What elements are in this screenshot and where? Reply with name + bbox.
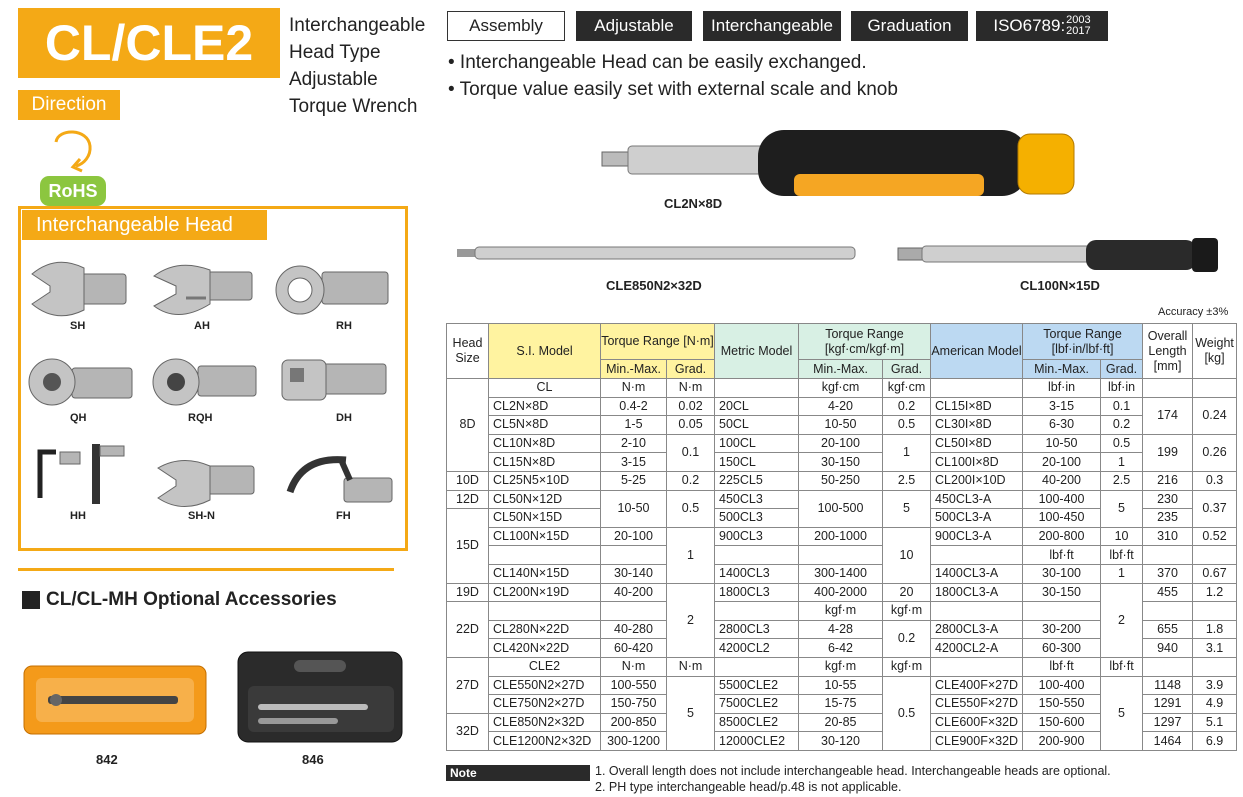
cell-unit: kgf·cm [883, 379, 931, 398]
table-cell: 40-200 [1023, 471, 1101, 490]
table-row [447, 546, 1237, 565]
table-cell: 0.24 [1193, 397, 1237, 434]
table-cell: 940 [1143, 639, 1193, 658]
table-cell [931, 379, 1023, 398]
tag-adjustable: Adjustable [576, 11, 692, 41]
table-cell: 5 [667, 676, 715, 750]
table-cell: 1800CL3 [715, 583, 799, 602]
table-cell: 500CL3 [715, 509, 799, 528]
table-cell: 4.9 [1193, 695, 1237, 714]
table-cell: 5.1 [1193, 713, 1237, 732]
table-cell: 15-75 [799, 695, 883, 714]
table-cell: 0.37 [1193, 490, 1237, 527]
table-cell: 5 [1101, 676, 1143, 750]
table-row [447, 657, 1237, 676]
table-cell: 5500CLE2 [715, 676, 799, 695]
subtitle-line: Interchangeable [289, 15, 426, 36]
table-cell: 0.4-2 [601, 397, 667, 416]
table-cell: 4-20 [799, 397, 883, 416]
cell-group: CL [489, 379, 601, 398]
table-cell: 0.26 [1193, 434, 1237, 471]
table-cell: 0.2 [667, 471, 715, 490]
table-cell: 1 [883, 434, 931, 471]
table-cell: 0.3 [1193, 471, 1237, 490]
table-cell: CL15N×8D [489, 453, 601, 472]
table-cell: CLE400F×27D [931, 676, 1023, 695]
table-cell: 1 [1101, 564, 1143, 583]
table-cell: CL200N×19D [489, 583, 601, 602]
table-cell: 200-900 [1023, 732, 1101, 751]
table-cell: 20-100 [1023, 453, 1101, 472]
table-cell: 0.5 [883, 676, 931, 750]
table-cell: 10-50 [1023, 434, 1101, 453]
table-cell: 216 [1143, 471, 1193, 490]
table-cell [1193, 379, 1237, 398]
head-label: RQH [188, 412, 213, 424]
table-cell: 30-120 [799, 732, 883, 751]
table-cell: 3-15 [601, 453, 667, 472]
interchangeable-head-title: Interchangeable Head [22, 210, 267, 240]
table-cell: 150-750 [601, 695, 667, 714]
th-torque-lbf: Torque Range [lbf·in/lbf·ft] [1023, 324, 1143, 360]
table-cell: 0.52 [1193, 527, 1237, 546]
table-cell: 10-50 [601, 490, 667, 527]
table-cell: 370 [1143, 564, 1193, 583]
table-cell: CL420N×22D [489, 639, 601, 658]
table-cell: 1-5 [601, 416, 667, 435]
fh-head-icon [282, 452, 396, 512]
table-cell: CL30I×8D [931, 416, 1023, 435]
table-cell: 0.1 [1101, 397, 1143, 416]
table-cell: 19D [447, 583, 489, 602]
table-cell: 200-850 [601, 713, 667, 732]
product-label-cl100: CL100N×15D [1020, 278, 1100, 293]
table-cell: 1 [1101, 453, 1143, 472]
cell-unit: kgf·cm [799, 379, 883, 398]
feature-bullet: • Interchangeable Head can be easily exchanged. [448, 52, 867, 73]
head-label: SH-N [188, 510, 215, 522]
tag-interchangeable: Interchangeable [703, 11, 841, 41]
dh-head-icon [276, 354, 390, 410]
th-overall-length: Overall Length [mm] [1143, 324, 1193, 379]
table-cell: 8500CLE2 [715, 713, 799, 732]
th-weight: Weight [kg] [1193, 324, 1237, 379]
table-cell: 50-250 [799, 471, 883, 490]
table-cell: kgf·m [799, 602, 883, 621]
table-cell [931, 657, 1023, 676]
accessories-title-text: CL/CL-MH Optional Accessories [46, 589, 337, 610]
table-cell: 174 [1143, 397, 1193, 434]
table-cell: 5 [1101, 490, 1143, 527]
table-cell: 100-500 [799, 490, 883, 527]
table-cell: 1.2 [1193, 583, 1237, 602]
cl100-wrench-icon [896, 232, 1222, 276]
sh-head-icon [26, 254, 132, 324]
table-row [447, 527, 1237, 546]
tag-assembly: Assembly [447, 11, 565, 41]
table-cell: 2.5 [883, 471, 931, 490]
th-head-size: Head Size [447, 324, 489, 379]
table-cell: 20-85 [799, 713, 883, 732]
table-cell: CL100I×8D [931, 453, 1023, 472]
table-cell: 450CL3-A [931, 490, 1023, 509]
table-cell: CL25N5×10D [489, 471, 601, 490]
table-cell: 230 [1143, 490, 1193, 509]
direction-badge: Direction [18, 90, 120, 120]
page-title: CL/CLE2 [18, 8, 280, 78]
table-cell [1193, 546, 1237, 565]
th-grad: Grad. [667, 360, 715, 379]
product-subtitle [289, 12, 425, 120]
table-cell [1193, 602, 1237, 621]
table-cell [715, 546, 799, 565]
table-cell: CLE550N2×27D [489, 676, 601, 695]
table-cell: 2-10 [601, 434, 667, 453]
cell-unit: lbf·in [1023, 379, 1101, 398]
table-cell: N·m [601, 657, 667, 676]
table-cell: 4-28 [799, 620, 883, 639]
table-cell: 4200CL2-A [931, 639, 1023, 658]
table-cell: 27D [447, 657, 489, 713]
table-cell: kgf·m [883, 602, 931, 621]
table-cell: 60-420 [601, 639, 667, 658]
table-cell: 100-450 [1023, 509, 1101, 528]
table-cell [489, 602, 601, 621]
table-cell: 100-400 [1023, 676, 1101, 695]
table-cell: 200-1000 [799, 527, 883, 546]
tag-iso [976, 11, 1108, 41]
note-badge: Note [446, 765, 590, 781]
cell-unit: N·m [667, 379, 715, 398]
table-row [447, 434, 1237, 453]
table-cell [1143, 657, 1193, 676]
table-cell: CLE900F×32D [931, 732, 1023, 751]
table-cell: 20CL [715, 397, 799, 416]
table-cell: CLE750N2×27D [489, 695, 601, 714]
table-cell: 40-200 [601, 583, 667, 602]
table-cell: 900CL3 [715, 527, 799, 546]
table-cell: 235 [1143, 509, 1193, 528]
feature-bullet: • Torque value easily set with external scale and knob [448, 79, 898, 100]
table-cell: 0.67 [1193, 564, 1237, 583]
table-cell: 1297 [1143, 713, 1193, 732]
cell-head-size: 8D [447, 379, 489, 472]
table-cell: 60-300 [1023, 639, 1101, 658]
table-cell: 6-42 [799, 639, 883, 658]
iso-year: 2003 [1066, 14, 1091, 26]
table-cell: 10 [883, 527, 931, 583]
table-row [447, 471, 1237, 490]
table-cell [1143, 546, 1193, 565]
table-cell: 100CL [715, 434, 799, 453]
table-cell: 1.8 [1193, 620, 1237, 639]
table-cell [1023, 602, 1101, 621]
table-cell: 199 [1143, 434, 1193, 471]
table-cell: kgf·m [799, 657, 883, 676]
spec-table [446, 323, 1237, 751]
table-cell: 5-25 [601, 471, 667, 490]
table-cell: lbf·ft [1023, 546, 1101, 565]
table-cell [601, 602, 667, 621]
hh-head-icon [30, 438, 130, 514]
qh-head-icon [26, 356, 136, 410]
section-divider [18, 568, 394, 571]
table-cell: 22D [447, 602, 489, 658]
table-cell: CL10N×8D [489, 434, 601, 453]
table-cell: 2 [667, 583, 715, 657]
table-cell: 455 [1143, 583, 1193, 602]
table-cell [799, 546, 883, 565]
table-cell: 20-100 [601, 527, 667, 546]
table-row [447, 676, 1237, 695]
th-si-model: S.I. Model [489, 324, 601, 379]
table-cell: CL280N×22D [489, 620, 601, 639]
iso-year: 2017 [1066, 25, 1091, 37]
table-cell: CLE2 [489, 657, 601, 676]
table-cell: 7500CLE2 [715, 695, 799, 714]
table-cell: 0.5 [667, 490, 715, 527]
accuracy-note: Accuracy ±3% [1158, 306, 1229, 318]
table-cell: 10 [1101, 527, 1143, 546]
black-case-icon [234, 646, 406, 746]
head-label: QH [70, 412, 87, 424]
table-cell: CL15I×8D [931, 397, 1023, 416]
table-cell: CL5N×8D [489, 416, 601, 435]
table-cell: 0.5 [883, 416, 931, 435]
table-cell: 32D [447, 713, 489, 750]
table-cell: 12D [447, 490, 489, 509]
th-min-max: Min.-Max. [601, 360, 667, 379]
table-cell [1193, 657, 1237, 676]
table-cell: lbf·ft [1101, 546, 1143, 565]
table-cell: kgf·m [883, 657, 931, 676]
head-label: RH [336, 320, 352, 332]
table-cell: CLE600F×32D [931, 713, 1023, 732]
cl2n-wrench-icon [598, 122, 1078, 202]
accessory-label: 842 [96, 752, 118, 767]
table-row [447, 583, 1237, 602]
table-cell: 1400CL3-A [931, 564, 1023, 583]
head-label: SH [70, 320, 86, 332]
table-cell: 150-600 [1023, 713, 1101, 732]
table-cell: CL2N×8D [489, 397, 601, 416]
rohs-badge: RoHS [40, 176, 106, 206]
table-cell: 500CL3-A [931, 509, 1023, 528]
table-cell: 0.02 [667, 397, 715, 416]
table-cell [1143, 379, 1193, 398]
table-row [447, 379, 1237, 398]
head-label: AH [194, 320, 210, 332]
table-cell: CL100N×15D [489, 527, 601, 546]
table-cell: 30-140 [601, 564, 667, 583]
th-grad: Grad. [1101, 360, 1143, 379]
table-cell: 400-2000 [799, 583, 883, 602]
table-row [447, 416, 1237, 435]
table-cell: 20-100 [799, 434, 883, 453]
subtitle-line: Torque Wrench [289, 96, 418, 117]
th-min-max: Min.-Max. [1023, 360, 1101, 379]
table-cell: 10D [447, 471, 489, 490]
table-cell: 15D [447, 509, 489, 583]
table-cell: 10-50 [799, 416, 883, 435]
tag-graduation: Graduation [851, 11, 968, 41]
rotation-arrow-icon [48, 126, 98, 174]
table-cell: 2 [1101, 583, 1143, 657]
cell-unit: lbf·in [1101, 379, 1143, 398]
table-cell: 225CL5 [715, 471, 799, 490]
note-line: 2. PH type interchangeable head/p.48 is not applicable. [595, 780, 902, 794]
product-label-cl2n: CL2N×8D [664, 196, 723, 211]
table-cell: CL140N×15D [489, 564, 601, 583]
table-cell: 200-800 [1023, 527, 1101, 546]
table-row [447, 453, 1237, 472]
table-cell: 12000CLE2 [715, 732, 799, 751]
table-cell: CLE550F×27D [931, 695, 1023, 714]
head-label: HH [70, 510, 86, 522]
table-cell [601, 546, 667, 565]
table-cell: 1464 [1143, 732, 1193, 751]
table-cell: 1148 [1143, 676, 1193, 695]
table-cell: 655 [1143, 620, 1193, 639]
table-cell: 3.9 [1193, 676, 1237, 695]
table-row [447, 564, 1237, 583]
ah-head-icon [150, 258, 256, 324]
rqh-head-icon [150, 356, 260, 410]
table-cell: 0.05 [667, 416, 715, 435]
table-cell: 0.5 [1101, 434, 1143, 453]
rh-head-icon [272, 262, 392, 318]
table-cell: 100-550 [601, 676, 667, 695]
square-bullet-icon [22, 591, 40, 609]
table-cell: CL200I×10D [931, 471, 1023, 490]
table-cell [489, 546, 601, 565]
table-cell: lbf·ft [1023, 657, 1101, 676]
table-cell: 310 [1143, 527, 1193, 546]
table-cell: 900CL3-A [931, 527, 1023, 546]
table-cell: 450CL3 [715, 490, 799, 509]
table-cell: 100-400 [1023, 490, 1101, 509]
table-cell: CL50N×15D [489, 509, 601, 528]
table-cell: CL50I×8D [931, 434, 1023, 453]
table-cell: 30-200 [1023, 620, 1101, 639]
th-grad: Grad. [883, 360, 931, 379]
subtitle-line: Head Type [289, 42, 381, 63]
table-cell: CL50N×12D [489, 490, 601, 509]
table-cell: 6-30 [1023, 416, 1101, 435]
note-line: 1. Overall length does not include interchangeable head. Interchangeable heads are optional. [595, 764, 1111, 778]
table-cell: 40-280 [601, 620, 667, 639]
table-cell: 1291 [1143, 695, 1193, 714]
head-label: DH [336, 412, 352, 424]
table-cell: 6.9 [1193, 732, 1237, 751]
th-american-model: American Model [931, 324, 1023, 379]
subtitle-line: Adjustable [289, 69, 378, 90]
table-cell [715, 602, 799, 621]
table-cell: 2800CL3-A [931, 620, 1023, 639]
table-cell: CLE1200N2×32D [489, 732, 601, 751]
accessory-label: 846 [302, 752, 324, 767]
table-cell [931, 602, 1023, 621]
table-cell: 150-550 [1023, 695, 1101, 714]
product-label-cle850: CLE850N2×32D [606, 278, 702, 293]
table-cell: 3.1 [1193, 639, 1237, 658]
table-cell: 0.2 [1101, 416, 1143, 435]
sh-n-head-icon [152, 456, 258, 510]
table-cell: N·m [667, 657, 715, 676]
head-label: FH [336, 510, 351, 522]
table-cell: 2800CL3 [715, 620, 799, 639]
table-cell [1143, 602, 1193, 621]
table-cell: CLE850N2×32D [489, 713, 601, 732]
table-cell: 30-150 [799, 453, 883, 472]
table-cell: 3-15 [1023, 397, 1101, 416]
table-cell: lbf·ft [1101, 657, 1143, 676]
table-cell [715, 657, 799, 676]
table-cell: 10-55 [799, 676, 883, 695]
table-cell: 30-150 [1023, 583, 1101, 602]
table-cell: 2.5 [1101, 471, 1143, 490]
table-cell: 20 [883, 583, 931, 602]
cle850-wrench-icon [455, 244, 857, 262]
table-cell: 300-1400 [799, 564, 883, 583]
table-cell: 0.2 [883, 397, 931, 416]
orange-case-icon [20, 656, 210, 740]
table-cell: 1 [667, 527, 715, 583]
table-cell: 30-100 [1023, 564, 1101, 583]
table-cell [715, 379, 799, 398]
th-min-max: Min.-Max. [799, 360, 883, 379]
table-cell [931, 546, 1023, 565]
table-cell: 50CL [715, 416, 799, 435]
table-cell: 0.1 [667, 434, 715, 471]
cell-unit: N·m [601, 379, 667, 398]
th-metric-model: Metric Model [715, 324, 799, 379]
table-cell: 1800CL3-A [931, 583, 1023, 602]
th-torque-nm: Torque Range [N·m] [601, 324, 715, 360]
th-torque-kgf: Torque Range [kgf·cm/kgf·m] [799, 324, 931, 360]
table-cell: 5 [883, 490, 931, 527]
table-cell: 150CL [715, 453, 799, 472]
accessories-title [22, 589, 337, 611]
table-cell: 0.2 [883, 620, 931, 657]
iso-label: ISO6789: [993, 16, 1066, 35]
table-row [447, 397, 1237, 416]
table-cell: 300-1200 [601, 732, 667, 751]
table-row [447, 490, 1237, 509]
table-cell: 1400CL3 [715, 564, 799, 583]
table-cell: 4200CL2 [715, 639, 799, 658]
